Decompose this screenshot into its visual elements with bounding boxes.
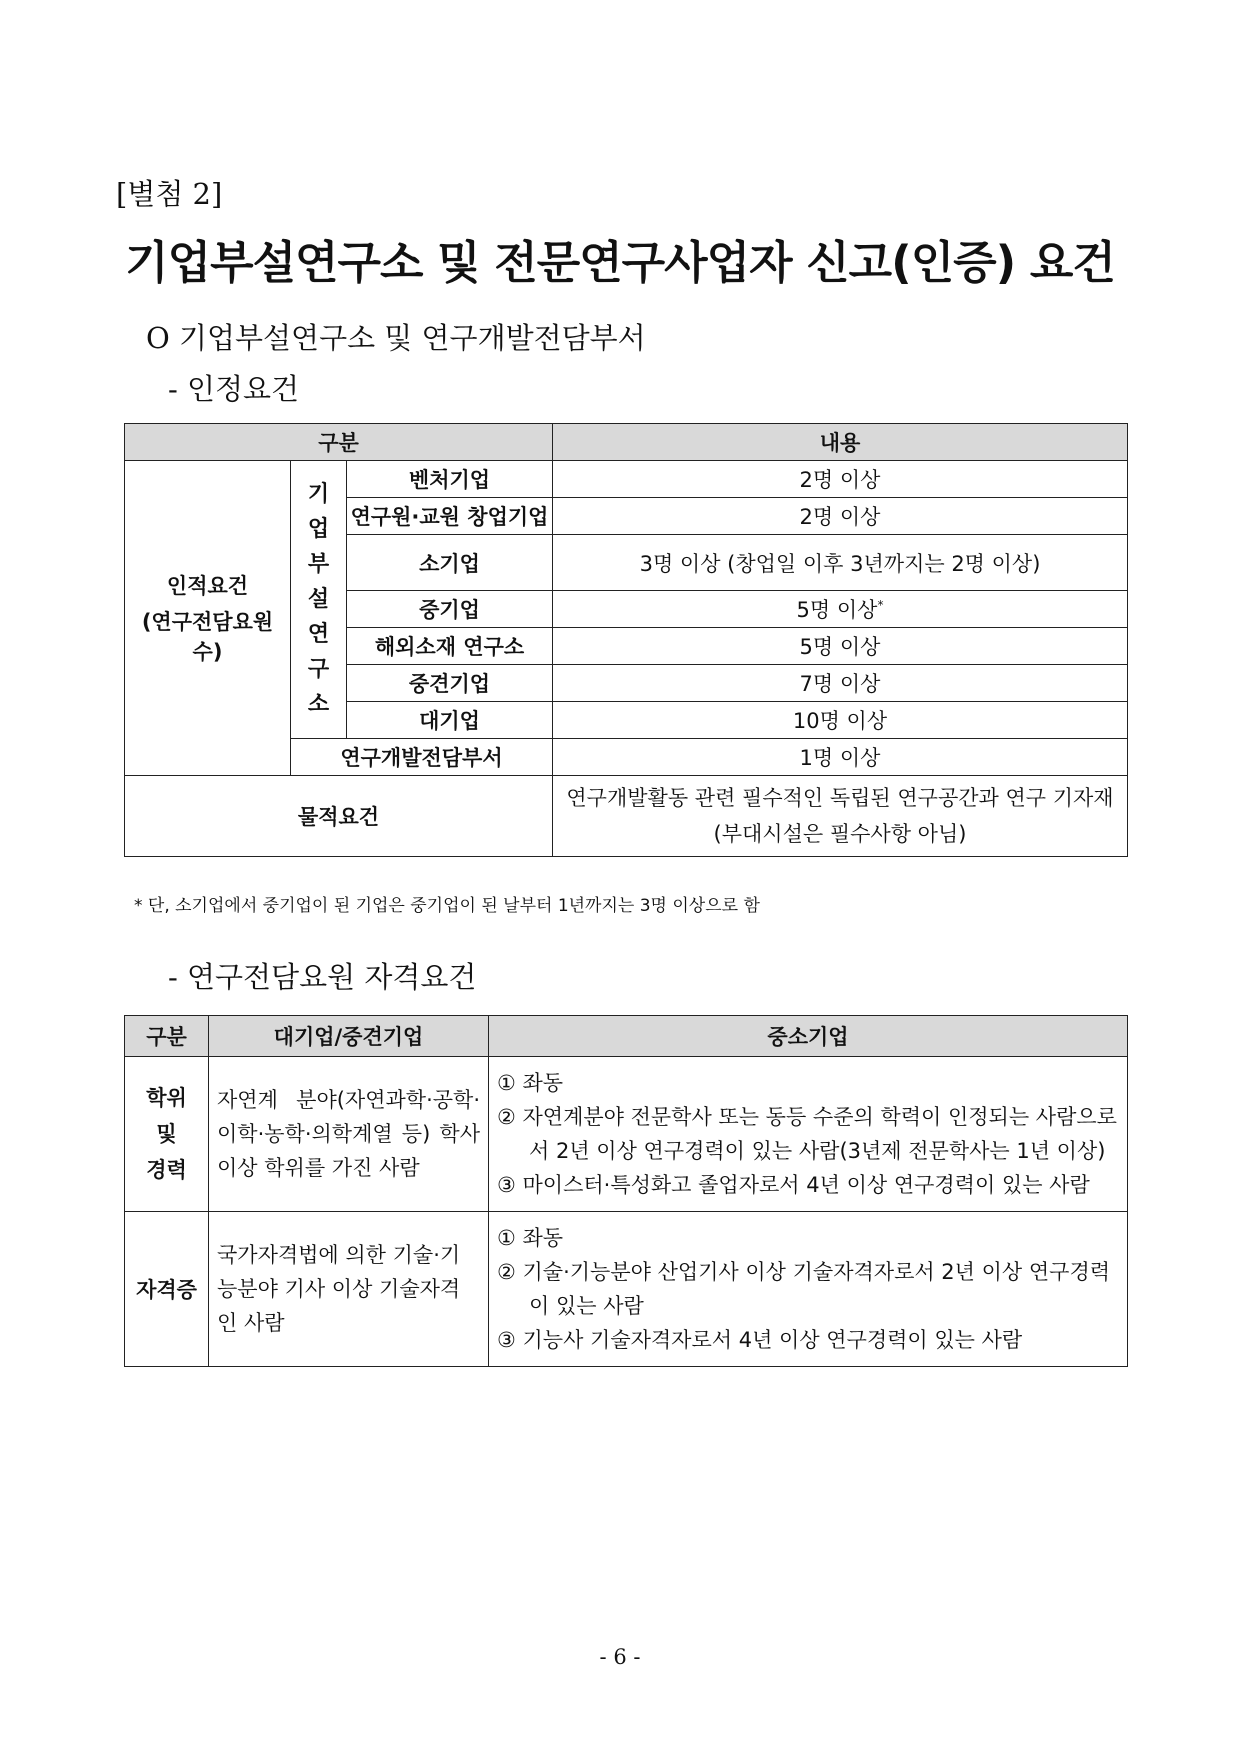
row-type: 소기업 xyxy=(347,535,553,591)
row-type: 중기업 xyxy=(347,591,553,628)
row-value: 7명 이상 xyxy=(553,665,1128,702)
page-number: - 6 - xyxy=(599,1645,641,1669)
physical-requirement-label: 물적요건 xyxy=(125,776,553,857)
row-value: 10명 이상 xyxy=(553,702,1128,739)
header-category: 구분 xyxy=(125,1016,209,1057)
header-category: 구분 xyxy=(125,424,553,461)
physical-requirement-value: 연구개발활동 관련 필수적인 독립된 연구공간과 연구 기자재 (부대시설은 필수사항 아님) xyxy=(553,776,1128,857)
header-large-company: 대기업/중견기업 xyxy=(209,1016,489,1057)
degree-sme: ① 좌동 ② 자연계분야 전문학사 또는 동등 수준의 학력이 인정되는 사람으로서 2년 이상 연구경력이 있는 사람(3년제 전문학사는 1년 이상) ③ 마이스터·특성화고 졸업자로서 4년 이상 연구경력이 있는 사람 xyxy=(489,1057,1128,1212)
row-value: 2명 이상 xyxy=(553,461,1128,498)
row-type: 연구원·교원 창업기업 xyxy=(347,498,553,535)
personnel-sublabel: (연구전담요원 수) xyxy=(141,610,274,664)
footnote-mark: * xyxy=(877,598,884,612)
row-value: 5명 이상* xyxy=(553,591,1128,628)
affiliated-lab-vertical-label: 기 업 부 설 연 구 소 xyxy=(291,461,347,739)
degree-large-company: 자연계 분야(자연과학·공학·이학·농학·의학계열 등) 학사 이상 학위를 가진 사람 xyxy=(209,1057,489,1212)
row-type: 중견기업 xyxy=(347,665,553,702)
section1-subheading: - 인정요건 xyxy=(168,372,300,406)
section1-heading: O 기업부설연구소 및 연구개발전담부서 xyxy=(146,321,646,355)
certificate-label: 자격증 xyxy=(125,1212,209,1367)
personnel-requirement-cell xyxy=(125,461,291,776)
degree-label: 학위 및 경력 xyxy=(125,1057,209,1212)
row-type: 대기업 xyxy=(347,702,553,739)
document-title: 기업부설연구소 및 전문연구사업자 신고(인증) 요건 xyxy=(125,236,1115,289)
requirements-table xyxy=(124,423,1128,857)
dept-row-type: 연구개발전담부서 xyxy=(291,739,553,776)
attachment-label: [별첨 2] xyxy=(116,177,223,211)
dept-row-value: 1명 이상 xyxy=(553,739,1128,776)
qualification-table xyxy=(124,1015,1128,1367)
section2-subheading: - 연구전담요원 자격요건 xyxy=(168,960,477,994)
personnel-label: 인적요건 xyxy=(166,574,249,598)
certificate-sme: ① 좌동 ② 기술·기능분야 산업기사 이상 기술자격자로서 2년 이상 연구경력이 있는 사람 ③ 기능사 기술자격자로서 4년 이상 연구경력이 있는 사람 xyxy=(489,1212,1128,1367)
footnote: * 단, 소기업에서 중기업이 된 기업은 중기업이 된 날부터 1년까지는 3명 이상으로 함 xyxy=(134,896,760,916)
row-value: 5명 이상 xyxy=(553,628,1128,665)
row-type: 해외소재 연구소 xyxy=(347,628,553,665)
row-value: 2명 이상 xyxy=(553,498,1128,535)
row-type: 벤처기업 xyxy=(347,461,553,498)
certificate-large-company: 국가자격법에 의한 기술·기능분야 기사 이상 기술자격인 사람 xyxy=(209,1212,489,1367)
header-content: 내용 xyxy=(553,424,1128,461)
row-value: 3명 이상 (창업일 이후 3년까지는 2명 이상) xyxy=(553,535,1128,591)
header-sme: 중소기업 xyxy=(489,1016,1128,1057)
